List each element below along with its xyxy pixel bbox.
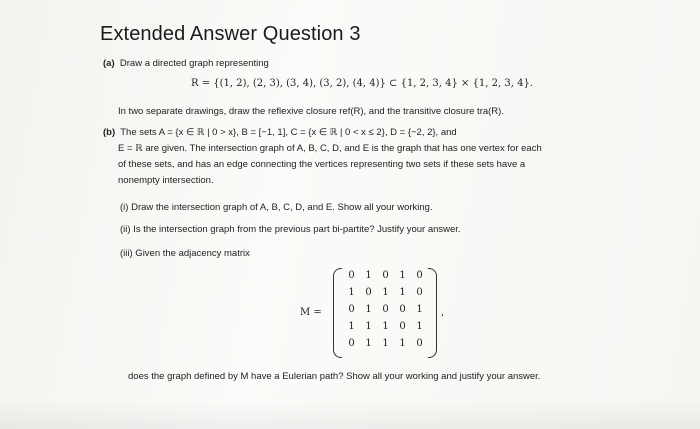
part-a-label: (a)	[103, 58, 115, 69]
matrix-cell: 0	[382, 304, 389, 315]
matrix-cell: 0	[416, 287, 423, 298]
part-b-sets: The sets A = {x ∈ ℝ | 0 > x}, B = [−1, 1], C = {x ∈ ℝ | 0 < x ≤ 2}, D = {−2, 2}, and	[120, 127, 457, 138]
matrix-label: M =	[300, 307, 322, 318]
adjacency-matrix	[333, 268, 437, 356]
matrix-cell: 1	[365, 304, 372, 315]
part-a-line	[103, 58, 269, 69]
matrix-cell: 1	[416, 304, 423, 315]
matrix-cell: 1	[365, 270, 372, 281]
part-b-line-2: E = ℝ are given. The intersection graph of A, B, C, D, and E is the graph that has one vertex for each	[118, 143, 542, 154]
matrix-cell: 0	[399, 304, 406, 315]
eulerian-question: does the graph defined by M have a Eulerian path? Show all your working and justify your answer.	[128, 371, 541, 382]
matrix-cell: 1	[365, 321, 372, 332]
matrix-cell: 1	[416, 321, 423, 332]
matrix-cell: 0	[348, 338, 355, 349]
part-b-line-4: nonempty intersection.	[118, 175, 214, 186]
matrix-cell: 1	[348, 321, 355, 332]
matrix-cell: 1	[399, 338, 406, 349]
relation-equation: R = {(1, 2), (2, 3), (3, 4), (3, 2), (4, 4)} ⊂ {1, 2, 3, 4} × {1, 2, 3, 4}.	[191, 78, 533, 89]
matrix-cell: 0	[348, 304, 355, 315]
matrix-comma: ,	[441, 307, 445, 318]
part-a-instruction: In two separate drawings, draw the reflexive closure ref(R), and the transitive closure tra(R).	[118, 106, 504, 117]
matrix-cell: 1	[365, 338, 372, 349]
part-b-line-3: of these sets, and has an edge connecting the vertices representing two sets if these sets have a	[118, 159, 526, 170]
sub-question-i: (i) Draw the intersection graph of A, B, C, D, and E. Show all your working.	[120, 202, 433, 213]
matrix-cell: 0	[416, 270, 423, 281]
matrix-row	[343, 270, 429, 287]
matrix-cell: 1	[382, 321, 389, 332]
page-title: Extended Answer Question 3	[100, 23, 361, 45]
matrix-cell: 1	[348, 287, 355, 298]
matrix-cell: 0	[416, 338, 423, 349]
part-b-label: (b)	[103, 127, 116, 138]
matrix-cell: 1	[399, 270, 406, 281]
sub-question-ii: (ii) Is the intersection graph from the previous part bi-partite? Justify your answer.	[120, 224, 461, 235]
right-paren	[428, 268, 437, 358]
matrix-cell: 0	[382, 270, 389, 281]
matrix-cell: 1	[399, 287, 406, 298]
matrix-row	[343, 321, 429, 338]
left-paren	[333, 268, 342, 358]
matrix-row	[343, 287, 429, 304]
matrix-cell: 0	[348, 270, 355, 281]
matrix-cell: 1	[382, 287, 389, 298]
part-b-line-1	[103, 127, 457, 138]
matrix-row	[343, 338, 429, 355]
part-a-intro: Draw a directed graph representing	[119, 58, 269, 69]
matrix-cell: 1	[382, 338, 389, 349]
matrix-cell: 0	[365, 287, 372, 298]
sub-question-iii: (iii) Given the adjacency matrix	[120, 248, 250, 259]
matrix-row	[343, 304, 429, 321]
matrix-cell: 0	[399, 321, 406, 332]
